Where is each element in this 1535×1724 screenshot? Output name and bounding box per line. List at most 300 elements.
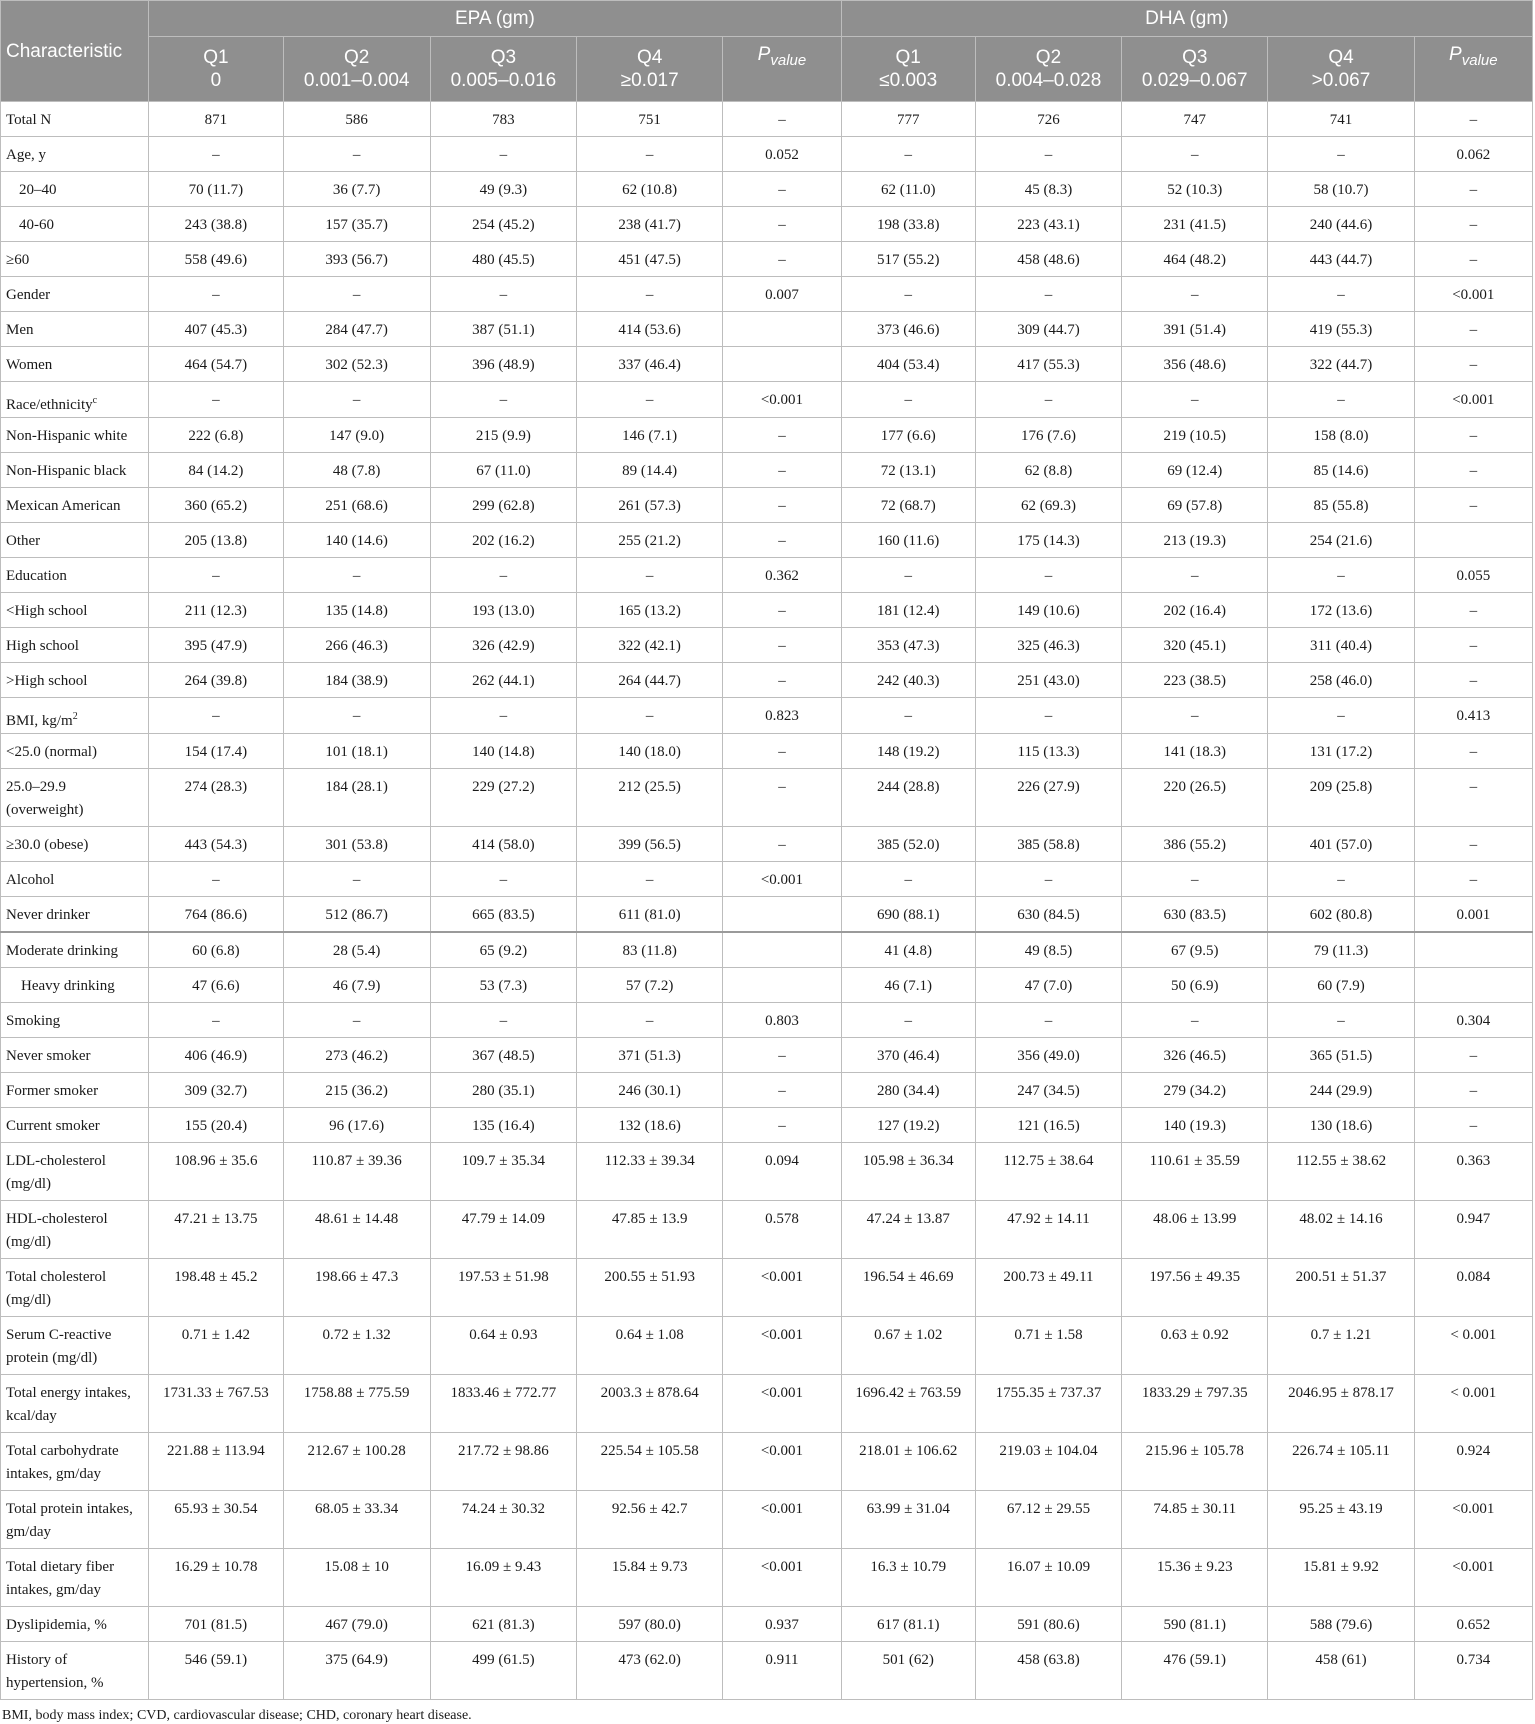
pvalue-cell: –	[723, 628, 841, 663]
table-cell: 1833.46 ± 772.77	[430, 1375, 576, 1433]
table-cell: –	[975, 277, 1121, 312]
row-label	[1, 1549, 149, 1607]
table-cell: 47.85 ± 13.9	[577, 1201, 723, 1259]
row-label-text: 20–40	[19, 182, 57, 198]
table-cell: 414 (58.0)	[430, 827, 576, 862]
table-cell: 48.02 ± 14.16	[1268, 1201, 1414, 1259]
pvalue-cell: –	[723, 102, 841, 137]
table-cell: 0.64 ± 0.93	[430, 1317, 576, 1375]
pvalue-cell: <0.001	[1414, 1491, 1532, 1549]
table-cell: –	[975, 382, 1121, 418]
pvalue-cell: 0.084	[1414, 1259, 1532, 1317]
table-cell: 254 (21.6)	[1268, 523, 1414, 558]
table-row	[1, 1108, 1533, 1143]
row-label-text: HDL-cholesterol (mg/dl)	[6, 1211, 108, 1250]
table-cell: –	[841, 698, 975, 734]
row-label-text: Women	[6, 357, 53, 373]
table-cell: 140 (14.8)	[430, 734, 576, 769]
row-label-text: Gender	[6, 287, 51, 303]
table-cell: 48.61 ± 14.48	[283, 1201, 430, 1259]
row-label	[1, 1003, 149, 1038]
table-cell: 385 (58.8)	[975, 827, 1121, 862]
table-cell: 158 (8.0)	[1268, 418, 1414, 453]
table-cell: –	[430, 1003, 576, 1038]
table-cell: 443 (44.7)	[1268, 242, 1414, 277]
table-cell: 63.99 ± 31.04	[841, 1491, 975, 1549]
table-cell: 60 (7.9)	[1268, 968, 1414, 1003]
table-cell: 243 (38.8)	[149, 207, 283, 242]
table-cell: 16.09 ± 9.43	[430, 1549, 576, 1607]
table-cell: 218.01 ± 106.62	[841, 1433, 975, 1491]
table-cell: 0.72 ± 1.32	[283, 1317, 430, 1375]
row-label	[1, 277, 149, 312]
pvalue-cell: –	[1414, 1108, 1532, 1143]
row-label	[1, 453, 149, 488]
table-cell: 130 (18.6)	[1268, 1108, 1414, 1143]
table-cell: 586	[283, 102, 430, 137]
table-cell: 62 (10.8)	[577, 172, 723, 207]
table-row	[1, 1259, 1533, 1317]
table-row	[1, 347, 1533, 382]
table-cell: 215.96 ± 105.78	[1122, 1433, 1268, 1491]
row-label	[1, 312, 149, 347]
table-cell: 67 (9.5)	[1122, 932, 1268, 968]
row-label	[1, 242, 149, 277]
row-label	[1, 102, 149, 137]
table-cell: 0.7 ± 1.21	[1268, 1317, 1414, 1375]
pvalue-cell: –	[1414, 1073, 1532, 1108]
table-cell: 279 (34.2)	[1122, 1073, 1268, 1108]
dha-q3-header: Q3 0.029–0.067	[1122, 37, 1268, 102]
table-cell: 690 (88.1)	[841, 897, 975, 933]
table-cell: 92.56 ± 42.7	[577, 1491, 723, 1549]
pvalue-cell: –	[1414, 453, 1532, 488]
row-label-text: Never drinker	[6, 907, 90, 923]
table-cell: 219 (10.5)	[1122, 418, 1268, 453]
row-label-text: Total cholesterol (mg/dl)	[6, 1269, 107, 1308]
table-cell: 1833.29 ± 797.35	[1122, 1375, 1268, 1433]
table-cell: –	[577, 1003, 723, 1038]
row-label	[1, 1073, 149, 1108]
table-cell: –	[975, 137, 1121, 172]
table-cell: 16.29 ± 10.78	[149, 1549, 283, 1607]
table-cell: 399 (56.5)	[577, 827, 723, 862]
table-cell: –	[577, 382, 723, 418]
row-label-text: Smoking	[6, 1013, 61, 1029]
row-label	[1, 1642, 149, 1700]
table-cell: 273 (46.2)	[283, 1038, 430, 1073]
table-cell: 322 (42.1)	[577, 628, 723, 663]
table-cell: 406 (46.9)	[149, 1038, 283, 1073]
table-cell: 325 (46.3)	[975, 628, 1121, 663]
table-cell: 60 (6.8)	[149, 932, 283, 968]
table-cell: 215 (36.2)	[283, 1073, 430, 1108]
characteristic-header: Characteristic	[1, 1, 149, 102]
table-cell: 72 (68.7)	[841, 488, 975, 523]
table-cell: 70 (11.7)	[149, 172, 283, 207]
table-cell: 146 (7.1)	[577, 418, 723, 453]
row-label	[1, 347, 149, 382]
pvalue-cell	[1414, 523, 1532, 558]
table-cell: 223 (43.1)	[975, 207, 1121, 242]
row-label-text: LDL-cholesterol (mg/dl)	[6, 1153, 106, 1192]
table-cell: 112.33 ± 39.34	[577, 1143, 723, 1201]
row-label-text: Education	[6, 568, 67, 584]
table-cell: 47.79 ± 14.09	[430, 1201, 576, 1259]
table-cell: 15.08 ± 10	[283, 1549, 430, 1607]
pvalue-cell: –	[1414, 242, 1532, 277]
table-row	[1, 1491, 1533, 1549]
table-cell: 266 (46.3)	[283, 628, 430, 663]
table-cell: 419 (55.3)	[1268, 312, 1414, 347]
table-cell: 1755.35 ± 737.37	[975, 1375, 1121, 1433]
row-label	[1, 593, 149, 628]
table-cell: 95.25 ± 43.19	[1268, 1491, 1414, 1549]
pvalue-cell: <0.001	[723, 1317, 841, 1375]
row-label	[1, 1317, 149, 1375]
pvalue-cell: –	[723, 172, 841, 207]
table-cell: 284 (47.7)	[283, 312, 430, 347]
table-row	[1, 277, 1533, 312]
table-row	[1, 1375, 1533, 1433]
table-cell: –	[1268, 558, 1414, 593]
table-row	[1, 242, 1533, 277]
table-cell: 68.05 ± 33.34	[283, 1491, 430, 1549]
table-row	[1, 897, 1533, 933]
table-cell: 72 (13.1)	[841, 453, 975, 488]
table-cell: 148 (19.2)	[841, 734, 975, 769]
table-cell: –	[1268, 698, 1414, 734]
table-cell: –	[430, 558, 576, 593]
table-cell: 401 (57.0)	[1268, 827, 1414, 862]
row-label-text: Moderate drinking	[6, 943, 119, 959]
pvalue-cell: 0.734	[1414, 1642, 1532, 1700]
table-cell: 155 (20.4)	[149, 1108, 283, 1143]
table-cell: 205 (13.8)	[149, 523, 283, 558]
row-label-text: History of hypertension, %	[6, 1652, 104, 1691]
table-cell: –	[430, 137, 576, 172]
table-cell: –	[975, 1003, 1121, 1038]
row-label-text: Race/ethnicity	[6, 397, 93, 413]
table-cell: –	[975, 558, 1121, 593]
row-label-text: Total energy intakes, kcal/day	[6, 1385, 131, 1424]
table-cell: 255 (21.2)	[577, 523, 723, 558]
pvalue-cell: –	[1414, 347, 1532, 382]
table-cell: 458 (63.8)	[975, 1642, 1121, 1700]
table-cell: 747	[1122, 102, 1268, 137]
row-label	[1, 827, 149, 862]
table-cell: 458 (48.6)	[975, 242, 1121, 277]
table-cell: –	[283, 1003, 430, 1038]
table-cell: 96 (17.6)	[283, 1108, 430, 1143]
table-header	[1, 1, 1533, 102]
table-cell: 499 (61.5)	[430, 1642, 576, 1700]
table-row	[1, 593, 1533, 628]
epa-group-header: EPA (gm)	[149, 1, 841, 37]
table-cell: 200.51 ± 51.37	[1268, 1259, 1414, 1317]
table-cell: 414 (53.6)	[577, 312, 723, 347]
table-cell: 221.88 ± 113.94	[149, 1433, 283, 1491]
table-cell: 16.3 ± 10.79	[841, 1549, 975, 1607]
pvalue-cell: <0.001	[1414, 277, 1532, 312]
dha-q2-header: Q2 0.004–0.028	[975, 37, 1121, 102]
pvalue-cell: –	[723, 453, 841, 488]
table-cell: 198.48 ± 45.2	[149, 1259, 283, 1317]
row-label-text: Mexican American	[6, 498, 121, 514]
row-label	[1, 207, 149, 242]
table-cell: 47.92 ± 14.11	[975, 1201, 1121, 1259]
pvalue-cell: 0.094	[723, 1143, 841, 1201]
table-cell: 74.24 ± 30.32	[430, 1491, 576, 1549]
row-label-text: High school	[6, 638, 79, 654]
table-cell: 211 (12.3)	[149, 593, 283, 628]
table-cell: 299 (62.8)	[430, 488, 576, 523]
pvalue-cell: –	[723, 1073, 841, 1108]
table-cell: 47 (6.6)	[149, 968, 283, 1003]
row-label-text: Serum C-reactive protein (mg/dl)	[6, 1327, 112, 1366]
row-label-text: ≥60	[6, 252, 30, 268]
pvalue-cell: –	[1414, 734, 1532, 769]
table-cell: 181 (12.4)	[841, 593, 975, 628]
table-cell: 2046.95 ± 878.17	[1268, 1375, 1414, 1433]
table-cell: 365 (51.5)	[1268, 1038, 1414, 1073]
table-cell: –	[841, 382, 975, 418]
pvalue-cell: < 0.001	[1414, 1375, 1532, 1433]
table-cell: –	[577, 698, 723, 734]
pvalue-cell: <0.001	[1414, 382, 1532, 418]
table-cell: 451 (47.5)	[577, 242, 723, 277]
table-cell: 777	[841, 102, 975, 137]
table-cell: 473 (62.0)	[577, 1642, 723, 1700]
table-cell: 229 (27.2)	[430, 769, 576, 827]
table-cell: –	[841, 558, 975, 593]
table-cell: –	[149, 862, 283, 897]
table-cell: 373 (46.6)	[841, 312, 975, 347]
pvalue-cell: 0.413	[1414, 698, 1532, 734]
table-cell: 783	[430, 102, 576, 137]
table-row	[1, 862, 1533, 897]
table-cell: 353 (47.3)	[841, 628, 975, 663]
row-label	[1, 523, 149, 558]
row-label	[1, 769, 149, 827]
table-cell: 630 (83.5)	[1122, 897, 1268, 933]
table-row	[1, 1433, 1533, 1491]
table-cell: 127 (19.2)	[841, 1108, 975, 1143]
table-cell: 611 (81.0)	[577, 897, 723, 933]
table-cell: 209 (25.8)	[1268, 769, 1414, 827]
table-row	[1, 1642, 1533, 1700]
table-cell: 85 (55.8)	[1268, 488, 1414, 523]
table-cell: 546 (59.1)	[149, 1642, 283, 1700]
table-cell: 726	[975, 102, 1121, 137]
table-cell: –	[149, 558, 283, 593]
table-cell: 200.73 ± 49.11	[975, 1259, 1121, 1317]
table-row	[1, 207, 1533, 242]
table-cell: –	[1122, 382, 1268, 418]
table-cell: 62 (8.8)	[975, 453, 1121, 488]
table-cell: 371 (51.3)	[577, 1038, 723, 1073]
table-cell: 0.71 ± 1.42	[149, 1317, 283, 1375]
epa-q2-header: Q2 0.001–0.004	[283, 37, 430, 102]
table-row	[1, 769, 1533, 827]
pvalue-cell: 0.803	[723, 1003, 841, 1038]
table-cell: 110.87 ± 39.36	[283, 1143, 430, 1201]
row-label	[1, 897, 149, 933]
table-cell: 172 (13.6)	[1268, 593, 1414, 628]
table-cell: 16.07 ± 10.09	[975, 1549, 1121, 1607]
table-cell: 391 (51.4)	[1122, 312, 1268, 347]
table-cell: 121 (16.5)	[975, 1108, 1121, 1143]
table-cell: 311 (40.4)	[1268, 628, 1414, 663]
table-cell: 47 (7.0)	[975, 968, 1121, 1003]
table-row	[1, 827, 1533, 862]
table-cell: 69 (57.8)	[1122, 488, 1268, 523]
row-label-text: Alcohol	[6, 872, 55, 888]
table-cell: 302 (52.3)	[283, 347, 430, 382]
pvalue-cell: < 0.001	[1414, 1317, 1532, 1375]
table-cell: 558 (49.6)	[149, 242, 283, 277]
pvalue-cell: 0.363	[1414, 1143, 1532, 1201]
table-cell: 49 (8.5)	[975, 932, 1121, 968]
pvalue-cell: 0.924	[1414, 1433, 1532, 1491]
table-cell: 74.85 ± 30.11	[1122, 1491, 1268, 1549]
table-cell: –	[577, 558, 723, 593]
table-cell: 58 (10.7)	[1268, 172, 1414, 207]
table-cell: –	[149, 382, 283, 418]
table-cell: 871	[149, 102, 283, 137]
table-cell: 135 (14.8)	[283, 593, 430, 628]
table-cell: 602 (80.8)	[1268, 897, 1414, 933]
table-cell: 84 (14.2)	[149, 453, 283, 488]
pvalue-cell: –	[1414, 827, 1532, 862]
table-row	[1, 523, 1533, 558]
pvalue-cell: –	[723, 418, 841, 453]
table-cell: 46 (7.9)	[283, 968, 430, 1003]
table-cell: 147 (9.0)	[283, 418, 430, 453]
row-label-text: Non-Hispanic white	[6, 428, 128, 444]
row-label	[1, 628, 149, 663]
table-row	[1, 137, 1533, 172]
table-cell: 79 (11.3)	[1268, 932, 1414, 968]
row-label	[1, 1491, 149, 1549]
table-cell: 1758.88 ± 775.59	[283, 1375, 430, 1433]
table-cell: 467 (79.0)	[283, 1607, 430, 1642]
table-cell: –	[577, 277, 723, 312]
table-cell: 196.54 ± 46.69	[841, 1259, 975, 1317]
table-cell: 258 (46.0)	[1268, 663, 1414, 698]
table-cell: 65 (9.2)	[430, 932, 576, 968]
table-cell: –	[577, 137, 723, 172]
dha-q4-header: Q4 >0.067	[1268, 37, 1414, 102]
table-cell: 621 (81.3)	[430, 1607, 576, 1642]
table-cell: 464 (54.7)	[149, 347, 283, 382]
table-cell: –	[975, 862, 1121, 897]
table-row	[1, 1549, 1533, 1607]
table-cell: –	[149, 277, 283, 312]
pvalue-cell: <0.001	[723, 382, 841, 418]
pvalue-cell: <0.001	[723, 1259, 841, 1317]
pvalue-cell: –	[1414, 663, 1532, 698]
table-cell: 184 (28.1)	[283, 769, 430, 827]
pvalue-cell: –	[1414, 312, 1532, 347]
table-cell: 242 (40.3)	[841, 663, 975, 698]
table-cell: 517 (55.2)	[841, 242, 975, 277]
table-cell: 458 (61)	[1268, 1642, 1414, 1700]
table-cell: 110.61 ± 35.59	[1122, 1143, 1268, 1201]
table-cell: 49 (9.3)	[430, 172, 576, 207]
pvalue-cell: <0.001	[723, 1491, 841, 1549]
table-cell: 85 (14.6)	[1268, 453, 1414, 488]
table-cell: 15.36 ± 9.23	[1122, 1549, 1268, 1607]
table-cell: 219.03 ± 104.04	[975, 1433, 1121, 1491]
table-cell: 45 (8.3)	[975, 172, 1121, 207]
table-cell: 222 (6.8)	[149, 418, 283, 453]
table-cell: 15.81 ± 9.92	[1268, 1549, 1414, 1607]
table-body	[1, 102, 1533, 1700]
row-label-text: Total N	[6, 112, 52, 128]
dha-q1-header: Q1 ≤0.003	[841, 37, 975, 102]
row-label-text: Heavy drinking	[21, 978, 115, 994]
table-cell: 47.24 ± 13.87	[841, 1201, 975, 1259]
table-cell: 512 (86.7)	[283, 897, 430, 933]
table-cell: 132 (18.6)	[577, 1108, 723, 1143]
row-label	[1, 172, 149, 207]
row-label-superscript: 2	[72, 711, 78, 722]
table-cell: 240 (44.6)	[1268, 207, 1414, 242]
pvalue-cell: 0.362	[723, 558, 841, 593]
pvalue-cell: –	[723, 663, 841, 698]
row-label-text: Current smoker	[6, 1118, 100, 1134]
table-cell: –	[149, 698, 283, 734]
table-cell: 50 (6.9)	[1122, 968, 1268, 1003]
table-cell: 280 (35.1)	[430, 1073, 576, 1108]
table-cell: –	[283, 277, 430, 312]
table-cell: 320 (45.1)	[1122, 628, 1268, 663]
table-cell: –	[283, 698, 430, 734]
table-cell: 244 (29.9)	[1268, 1073, 1414, 1108]
table-cell: 193 (13.0)	[430, 593, 576, 628]
pvalue-cell: –	[1414, 1038, 1532, 1073]
table-row	[1, 1038, 1533, 1073]
table-cell: 157 (35.7)	[283, 207, 430, 242]
row-label	[1, 1143, 149, 1201]
pvalue-cell: –	[1414, 769, 1532, 827]
row-label	[1, 1375, 149, 1433]
pvalue-cell: –	[1414, 862, 1532, 897]
table-cell: 244 (28.8)	[841, 769, 975, 827]
epa-pvalue-header: $P_{value}$	[723, 37, 841, 102]
pvalue-cell: 0.055	[1414, 558, 1532, 593]
table-cell: 53 (7.3)	[430, 968, 576, 1003]
table-cell: 198.66 ± 47.3	[283, 1259, 430, 1317]
row-label	[1, 968, 149, 1003]
pvalue-cell: –	[723, 1108, 841, 1143]
row-label-text: Total carbohydrate intakes, gm/day	[6, 1443, 119, 1482]
table-row	[1, 1317, 1533, 1375]
table-cell: –	[1122, 1003, 1268, 1038]
row-label-superscript: c	[92, 395, 98, 406]
dha-pvalue-header: $P_{value}$	[1414, 37, 1532, 102]
pvalue-cell: –	[723, 488, 841, 523]
table-cell: 89 (14.4)	[577, 453, 723, 488]
table-row	[1, 698, 1533, 734]
row-label-text: 25.0–29.9 (overweight)	[6, 779, 84, 818]
table-row	[1, 1073, 1533, 1108]
table-cell: –	[283, 862, 430, 897]
table-cell: –	[1122, 277, 1268, 312]
table-cell: 404 (53.4)	[841, 347, 975, 382]
table-cell: 617 (81.1)	[841, 1607, 975, 1642]
